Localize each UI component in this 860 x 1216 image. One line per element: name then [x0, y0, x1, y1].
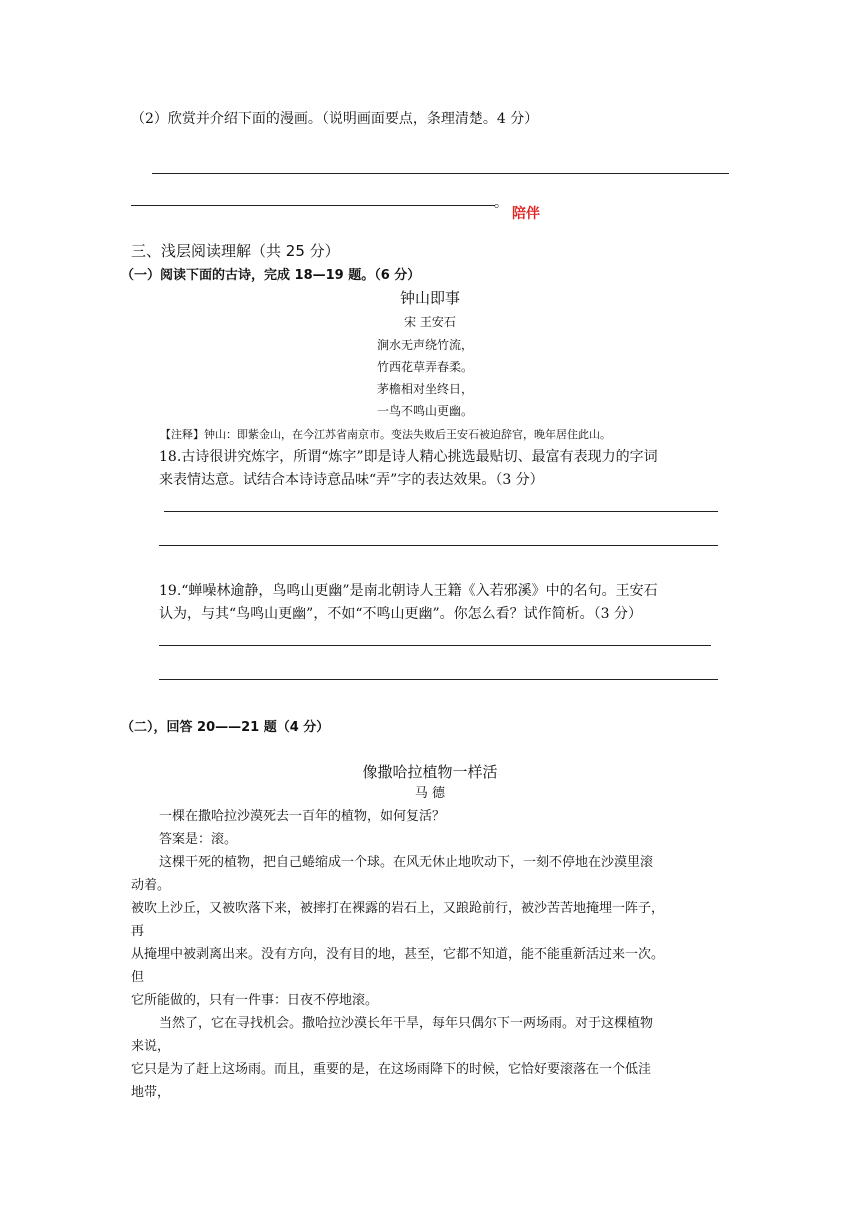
- q19-line: 19.“蝉噪林逾静，鸟鸣山更幽”是南北朝诗人王籍《入若邪溪》中的名句。王安石: [159, 583, 658, 599]
- q17-part2-prompt: （2）欣赏并介绍下面的漫画。（说明画面要点，条理清楚。4 分）: [131, 111, 539, 127]
- poem-line: 一鸟不鸣山更幽。: [377, 404, 474, 418]
- poem-line: 涧水无声绕竹流，: [377, 338, 474, 352]
- answer-line[interactable]: [164, 511, 718, 512]
- poem-line: 茅檐相对坐终日，: [377, 382, 474, 396]
- poem-author: 宋 王安石: [404, 315, 456, 329]
- q18-line: 18.古诗很讲究炼字，所谓“炼字”即是诗人精心挑选最贴切、最富有表现力的字词: [159, 449, 658, 465]
- answer-line[interactable]: [131, 205, 495, 206]
- section3-title: 三、浅层阅读理解（共 25 分）: [131, 242, 340, 260]
- sub1-title: （一）阅读下面的古诗，完成 18—19 题。（6 分）: [121, 268, 421, 283]
- article-line: 当然了，它在寻找机会。撒哈拉沙漠长年干旱，每年只偶尔下一两场雨。对于这棵植物: [159, 1016, 654, 1031]
- article-line: 一棵在撒哈拉沙漠死去一百年的植物，如何复活？: [159, 809, 446, 824]
- article-line: 它只是为了赶上这场雨。而且，重要的是，在这场雨降下的时候，它恰好要滚落在一个低洼: [131, 1062, 652, 1077]
- answer-line[interactable]: [159, 679, 718, 680]
- poem-note: 【注释】钟山：即紫金山，在今江苏省南京市。变法失败后王安石被迫辞官，晚年居住此山。: [160, 428, 611, 441]
- article-line: 地带，: [131, 1085, 171, 1100]
- poem-line: 竹西花草弄春柔。: [377, 360, 474, 374]
- q19-line: 认为，与其“鸟鸣山更幽”，不如“不鸣山更幽”。你怎么看？试作简析。（3 分）: [159, 606, 642, 622]
- red-label: 陪伴: [512, 206, 540, 222]
- article-line: 从掩埋中被剥离出来。没有方向，没有目的地，甚至，它都不知道，能不能重新活过来一次。: [131, 947, 665, 962]
- article-title: 像撒哈拉植物一样活: [362, 763, 498, 781]
- article-line: 动着。: [131, 878, 171, 893]
- poem-title: 钟山即事: [399, 289, 460, 307]
- period-mark: 。: [494, 195, 508, 211]
- sub2-title: （二），回答 20——21 题（4 分）: [121, 720, 330, 735]
- article-line: 再: [131, 924, 145, 939]
- article-line: 这棵干死的植物，把自己蜷缩成一个球。在风无休止地吹动下，一刻不停地在沙漠里滚: [159, 855, 654, 870]
- answer-line[interactable]: [159, 645, 711, 646]
- answer-line[interactable]: [159, 545, 718, 546]
- answer-line[interactable]: [152, 173, 729, 174]
- article-line: 它所能做的，只有一件事：日夜不停地滚。: [131, 993, 379, 1008]
- article-author: 马 德: [414, 786, 446, 801]
- q18-line: 来表情达意。试结合本诗诗意品味“弄”字的表达效果。（3 分）: [159, 472, 544, 488]
- article-line: 答案是：滚。: [159, 832, 238, 847]
- article-line: 来说，: [131, 1039, 171, 1054]
- article-line: 被吹上沙丘，又被吹落下来，被摔打在裸露的岩石上，又踉跄前行，被沙苦苦地掩埋一阵子，: [131, 901, 665, 916]
- article-line: 但: [131, 970, 145, 985]
